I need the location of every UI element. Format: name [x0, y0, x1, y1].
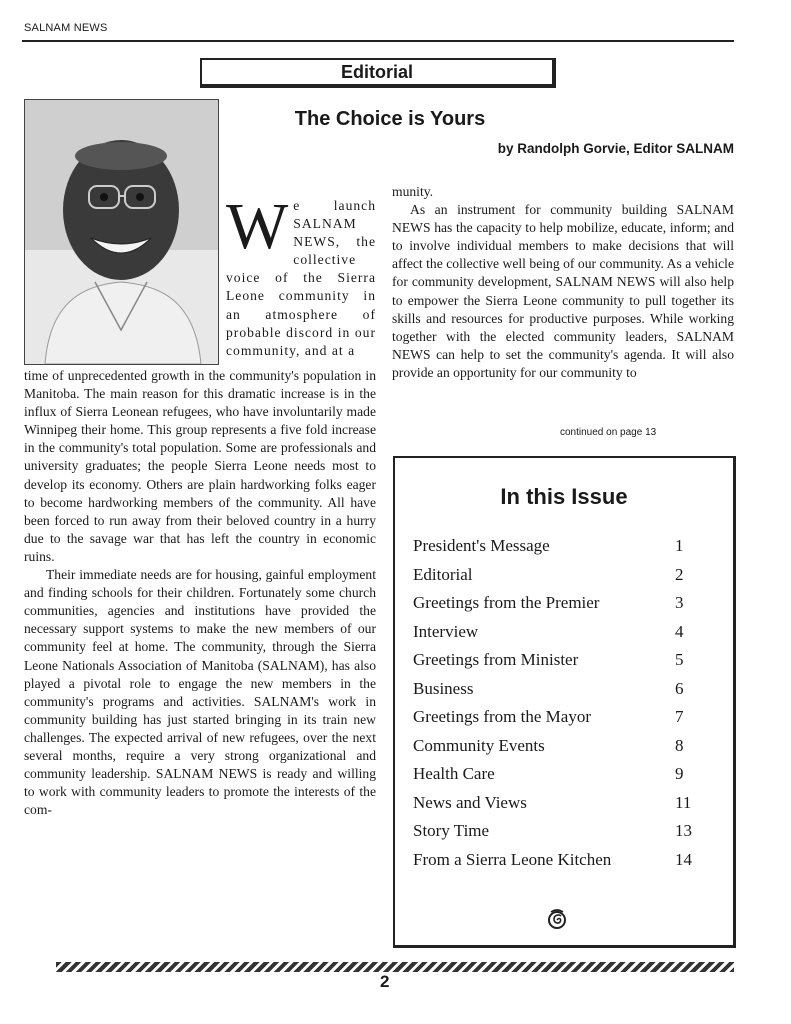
toc-label: Interview [413, 621, 479, 641]
toc-page: 14 [675, 849, 692, 869]
byline: by Randolph Gorvie, Editor SALNAM [497, 141, 734, 156]
toc-page: 11 [675, 792, 692, 812]
intro-paragraph [226, 190, 376, 360]
toc-page: 3 [675, 593, 684, 612]
toc-label: Editorial [413, 564, 473, 584]
swirl-ornament-icon [545, 908, 569, 936]
portrait-image [25, 100, 218, 364]
page-number: 2 [380, 972, 390, 991]
toc-item [413, 850, 705, 879]
toc-label: Greetings from the Mayor [413, 707, 591, 726]
toc-label: Business [413, 678, 474, 698]
toc-label: Health Care [413, 764, 495, 783]
toc-item [413, 565, 705, 594]
toc-item [413, 764, 705, 793]
toc-item [413, 650, 705, 679]
continued-note: continued on page 13 [560, 427, 657, 438]
editor-photo [24, 99, 219, 365]
intro-text: e launch SALNAM NEWS, the collective voice of the Sierra Leone community in an atmosphere of probable discord in our community, and at a [226, 198, 376, 358]
toc-item [413, 679, 705, 708]
toc-label: Greetings from Minister [413, 650, 579, 669]
section-label: Editorial [200, 58, 556, 88]
toc-item [413, 793, 705, 822]
toc-item [413, 707, 705, 736]
toc-page: 7 [675, 707, 684, 726]
table-of-contents [413, 536, 705, 878]
toc-label: From a Sierra Leone Kitchen [413, 849, 612, 869]
toc-page: 4 [675, 621, 684, 641]
right-column [392, 183, 734, 382]
toc-item [413, 593, 705, 622]
toc-item [413, 821, 705, 850]
in-this-issue-box [393, 456, 736, 948]
toc-page: 6 [675, 678, 684, 698]
toc-label: Community Events [413, 735, 545, 755]
paragraph: time of unprecedented growth in the community's population in Manitoba. The main reason for this dramatic increase is in the influx of Sierra Leonean refugees, who have involuntarily made Winnipeg their home. This group represents a five fold increase in the community's total population. Some are professionals and university graduates; the people Sierra Leone needs most to develop its economy. Others are plain hardworking folks eager to become hardworking members of the community. All have been forced to run away from their beloved country in a hurry due to the savage war that has left the country in economic ruins. [24, 368, 376, 564]
toc-page: 1 [675, 536, 684, 555]
toc-item [413, 622, 705, 651]
toc-page: 8 [675, 735, 684, 755]
header-rule [22, 40, 734, 42]
article-title: The Choice is Yours [294, 108, 486, 130]
toc-item [413, 536, 705, 565]
in-this-issue-title: In this Issue [500, 484, 628, 509]
left-column [24, 367, 376, 819]
paragraph: munity. [392, 184, 434, 199]
toc-page: 5 [675, 650, 684, 669]
toc-item [413, 736, 705, 765]
toc-label: President's Message [413, 536, 550, 555]
paragraph: Their immediate needs are for housing, gainful employment and finding schools for their children. Fortunately some church communities, agencies and institutions have provided the necessary support systems to make the new members of our community feel at home. The community, through the Sierra Leone Nationals Association of Manitoba (SALNAM), has also played a pivotal role to engage the new members in the community's programs and activities. SALNAM's work in community building has just started bringing in its train new challenges. The expected arrival of new refugees, over the next several months, require a very strong organizational and community leadership. SALNAM NEWS is ready and willing to work with community leaders to promote the interests of the com- [24, 567, 376, 818]
toc-label: News and Views [413, 792, 527, 812]
paragraph: As an instrument for community building SALNAM NEWS has the capacity to help mobilize, educate, inform; and to involve individual members to make decisions that will affect the collective well being of our community. As a vehicle for community development, SALNAM NEWS will also help to empower the Sierra Leone community to pull together its skills and resources for productive purposes. While working together with the elected community leaders, SALNAM NEWS can help to set the community's agenda. It will also provide an opportunity for our community to [392, 202, 734, 380]
toc-page: 13 [675, 821, 692, 840]
dropcap: W [226, 190, 290, 263]
toc-label: Story Time [413, 821, 490, 840]
toc-page: 9 [675, 764, 684, 783]
running-head: SALNAM NEWS [24, 22, 108, 34]
toc-page: 2 [675, 564, 684, 584]
toc-label: Greetings from the Premier [413, 593, 600, 612]
footer-band [56, 962, 734, 972]
